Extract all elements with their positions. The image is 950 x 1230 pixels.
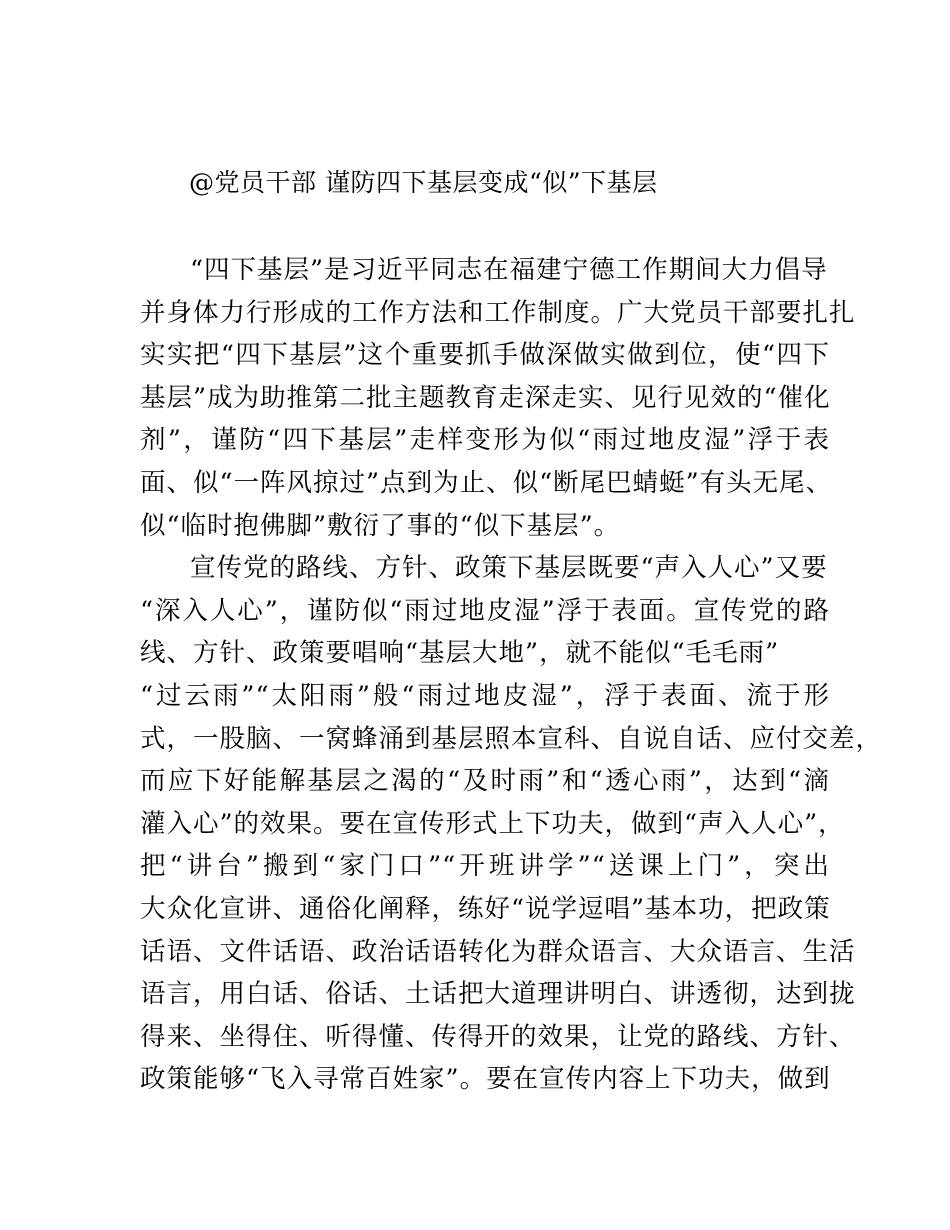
paragraph-2-line-9: 大众化宣讲、通俗化阐释，练好“说学逗唱”基本功，把政策 (140, 893, 831, 924)
paragraph-1-line-7: 似“临时抱佛脚”敷衍了事的“似下基层”。 (140, 510, 621, 541)
paragraph-2-line-4: “过云雨”“太阳雨”般“雨过地皮湿”，浮于表面、流于形 (140, 680, 830, 711)
paragraph-2-line-8: 把“讲台”搬到“家门口”“开班讲学”“送课上门”，突出 (140, 851, 830, 882)
paragraph-2-line-3: 线、方针、政策要唱响“基层大地”，就不能似“毛毛雨” (140, 638, 780, 669)
paragraph-2-line-7: 灌入心”的效果。要在宣传形式上下功夫，做到“声入人心”， (140, 808, 845, 839)
paragraph-1-line-1: “四下基层”是习近平同志在福建宁德工作期间大力倡导 (190, 255, 828, 285)
paragraph-2-line-5: 式，一股脑、一窝蜂涌到基层照本宣科、自说自话、应付交差， (140, 723, 883, 754)
document-body (140, 249, 883, 1101)
paragraph-1-line-4: 基层”成为助推第二批主题教育走深走实、见行见效的“催化 (140, 382, 831, 413)
paragraph-2-line-13: 政策能够“飞入寻常百姓家”。要在宣传内容上下功夫，做到 (140, 1064, 831, 1095)
paragraph-2-line-10: 话语、文件话语、政治话语转化为群众语言、大众语言、生活 (140, 936, 856, 967)
paragraph-2-line-1: 宣传党的路线、方针、政策下基层既要“声入人心”又要 (190, 553, 828, 584)
paragraph-1-line-6: 面、似“一阵风掠过”点到为止、似“断尾巴蜻蜓”有头无尾、 (140, 467, 833, 498)
paragraph-2-line-6: 而应下好能解基层之渴的“及时雨”和“透心雨”，达到“滴 (140, 766, 830, 797)
paragraph-1-line-5: 剂”，谨防“四下基层”走样变形为似“雨过地皮湿”浮于表 (140, 425, 830, 456)
paragraph-1-line-2: 并身体力行形成的工作方法和工作制度。广大党员干部要扎扎 (140, 297, 856, 328)
paragraph-2-line-12: 得来、坐得住、听得懂、传得开的效果，让党的路线、方针、 (140, 1021, 856, 1052)
document-title: @党员干部 谨防四下基层变成“似”下基层 (189, 168, 658, 197)
paragraph-2-line-2: “深入人心”，谨防似“雨过地皮湿”浮于表面。宣传党的路 (140, 595, 830, 626)
paragraph-1-line-3: 实实把“四下基层”这个重要抓手做深做实做到位，使“四下 (140, 340, 830, 371)
paragraph-2-line-11: 语言，用白话、俗话、土话把大道理讲明白、讲透彻，达到拢 (140, 979, 856, 1010)
